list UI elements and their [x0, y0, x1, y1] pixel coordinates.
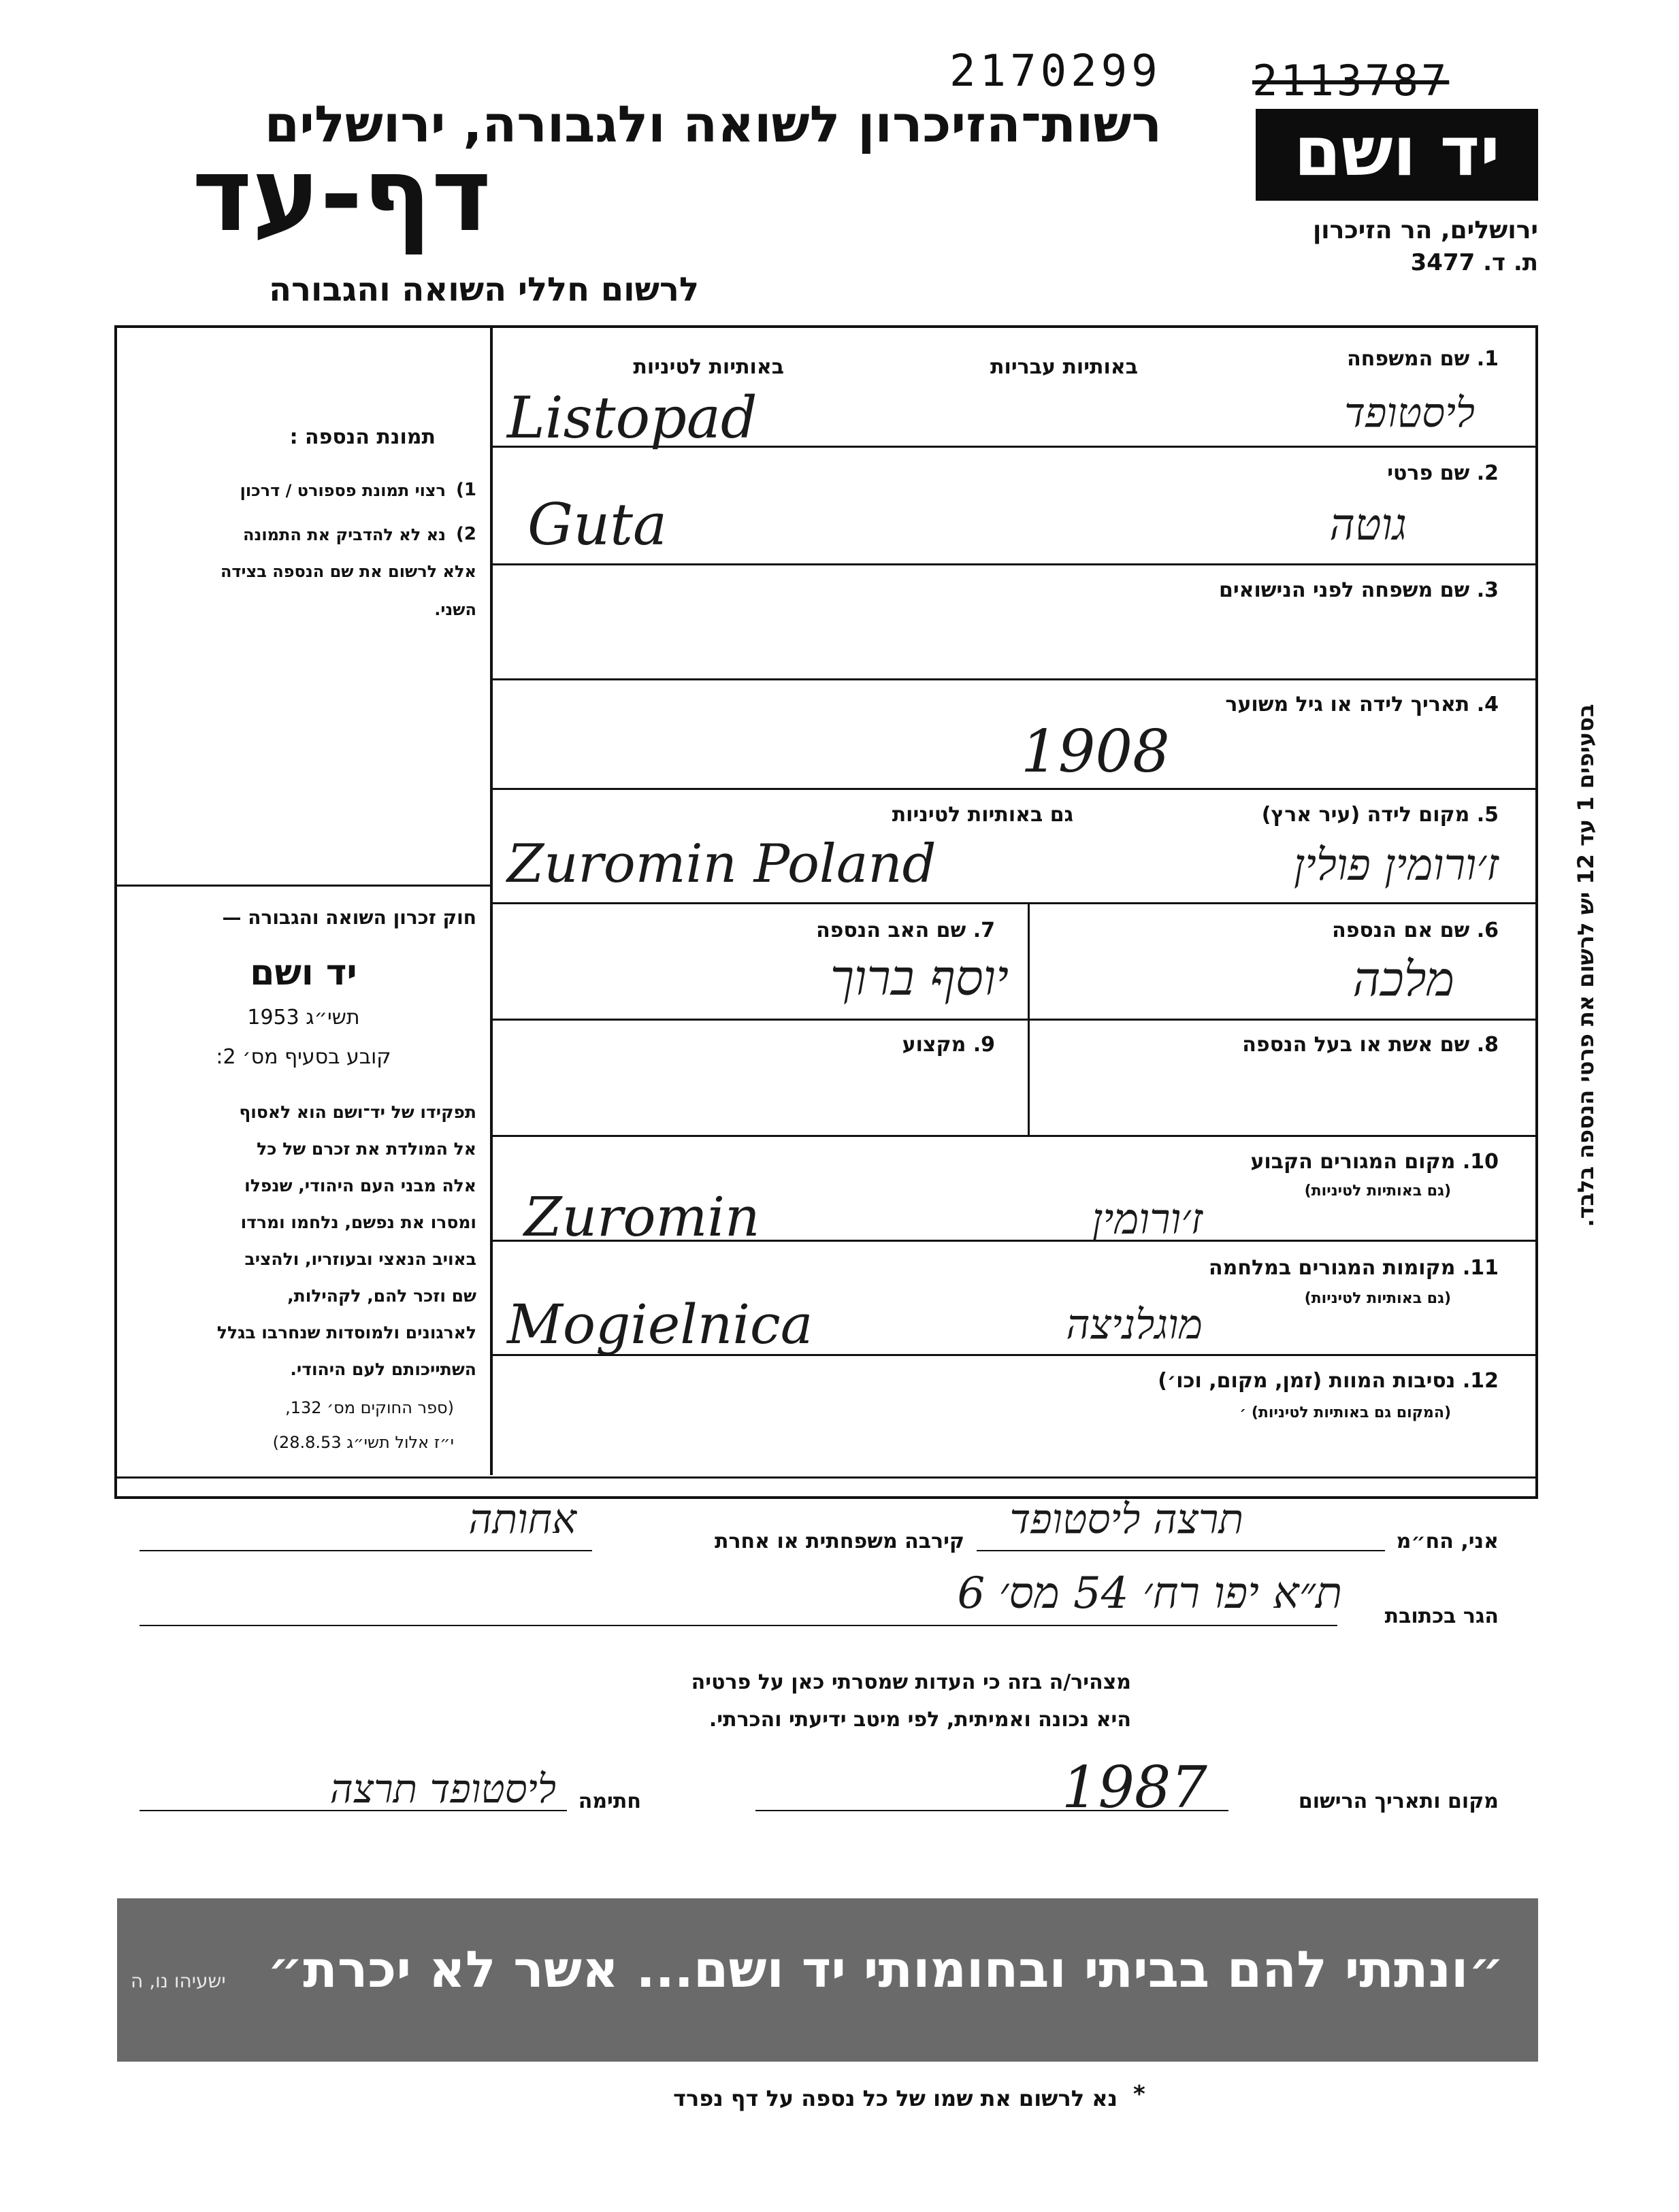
field-1-label: 1. שם המשפחה: [1347, 347, 1499, 371]
first-name-hebrew: גוטה: [1329, 500, 1407, 550]
field-11-label: 11. מקומות המגורים במלחמה: [1209, 1256, 1499, 1280]
place-date-label: מקום ותאריך הרישום: [1298, 1789, 1499, 1813]
field-12-label: 12. נסיבות המוות (זמן, מקום, וכו׳): [1158, 1369, 1499, 1393]
declarant-address: ת״א יפו רח׳ 54 מס׳ 6: [957, 1568, 1342, 1619]
photo-note-2b: אלא לרשום את שם הנספה בצידה: [220, 562, 476, 581]
field-6-label: 6. שם אם הנספה: [1332, 919, 1499, 942]
photo-note-1: רצוי תמונת פספורט / דרכון: [240, 481, 446, 500]
law-text-4: ומסרו את נפשם, נלחמו ומרדו: [240, 1212, 476, 1232]
field-2-label: 2. שם פרטי: [1387, 461, 1499, 485]
father-name: יוסף ברוך: [830, 949, 1009, 1006]
footer-note: נא לרשום את שמו של כל נספה על דף נפרד: [673, 2085, 1118, 2111]
form-subtitle: לרשום חללי השואה והגבורה: [269, 271, 699, 309]
field-7-label: 7. שם האב הנספה: [816, 919, 995, 942]
field-9-label: 9. מקצוע: [902, 1033, 995, 1057]
law-text-6: שם וזכר להם, לקהילות,: [287, 1286, 476, 1306]
field-10-sub: (גם באותיות לטיניות): [1304, 1183, 1451, 1200]
first-name-latin: Guta: [527, 491, 668, 558]
declarant-label: אני, הח״מ: [1396, 1530, 1499, 1553]
law-name: יד ושם: [250, 953, 357, 993]
field-10-label: 10. מקום המגורים הקבוע: [1250, 1150, 1499, 1174]
po-box: ת. ד. 3477: [1410, 249, 1538, 276]
photo-note-2c: השני.: [434, 600, 476, 619]
residence-latin: Zuromin: [524, 1185, 760, 1249]
photo-note-1-number: 1): [456, 480, 476, 500]
photo-note-2a: נא לא להדביק את התמונה: [243, 525, 446, 544]
authority-title: רשות־הזיכרון לשואה ולגבורה, ירושלים: [264, 95, 1162, 154]
logo-text: יד ושם: [1294, 112, 1500, 191]
mother-name: מלכה: [1352, 951, 1454, 1007]
statement-line-2: היא נכונה ואמיתית, לפי מיטב ידיעתי והכרתי.: [708, 1708, 1131, 1732]
side-note: בסעיפים 1 עד 12 יש לרשום את פרטי הנספה בלבד.: [1573, 704, 1599, 1227]
registration-date: 1987: [1062, 1754, 1207, 1821]
law-title: חוק זכרון השואה והגבורה —: [222, 906, 476, 929]
field-12-sub: (המקום גם באותיות לטיניות) ׳: [1239, 1404, 1451, 1421]
yad-vashem-logo: [1256, 109, 1538, 201]
latin-letters-header: באותיות לטיניות: [633, 355, 784, 379]
birthplace-latin: Zuromin Poland: [507, 833, 936, 895]
footer-star: *: [1133, 2081, 1145, 2108]
wartime-residence-hebrew: מוגלניצה: [1066, 1301, 1203, 1349]
birth-year: 1908: [1021, 718, 1170, 786]
field-8-label: 8. שם אשת או בעל הנספה: [1242, 1033, 1499, 1057]
law-text-1: תפקידו של יד־ושם הוא לאסוף: [239, 1102, 476, 1122]
law-text-8: השתייכותם לעם היהודי.: [290, 1359, 476, 1379]
law-reference-2: י״ז אלול תשי״ג 28.8.53): [272, 1433, 454, 1452]
hebrew-letters-header: באותיות עבריות: [990, 355, 1138, 379]
surname-latin: Listopad: [507, 384, 757, 451]
residence-hebrew: ז׳ורומין: [1092, 1194, 1203, 1244]
birthplace-hebrew: ז׳ורומין פולין: [1293, 840, 1499, 891]
law-year: תשי״ג 1953: [247, 1006, 360, 1029]
address-label: הגר בכתובת: [1384, 1604, 1499, 1628]
banner-quote: ״ונתתי להם בביתי ובחומותי יד ושם... אשר לא יכרת״: [267, 1941, 1504, 1999]
law-reference-1: (ספר החוקים מס׳ 132,: [285, 1398, 454, 1417]
signature-label: חתימה: [578, 1789, 641, 1813]
quote-banner: [117, 1898, 1538, 2062]
struck-record-number: 2113787: [1252, 56, 1450, 105]
photo-note-2-number: 2): [456, 524, 476, 544]
address-line-1: ירושלים, הר הזיכרון: [1312, 216, 1538, 244]
photo-box-title: תמונת הנספה :: [289, 425, 436, 449]
statement-line-1: מצהיר/ה בזה כי העדות שמסרתי כאן על פרטיה: [691, 1670, 1131, 1694]
field-5-label: 5. מקום לידה (עיר ארץ): [1261, 803, 1499, 827]
field-4-label: 4. תאריך לידה או גיל משוער: [1225, 693, 1499, 716]
field-11-sub: (גם באותיות לטיניות): [1304, 1290, 1451, 1307]
signature: ליסטופד תרצה: [329, 1766, 556, 1812]
relation-label: קירבה משפחתית או אחרת: [715, 1530, 964, 1553]
surname-hebrew: ליסטופד: [1344, 389, 1475, 437]
law-text-3: אלה מבני העם היהודי, שנפלו: [244, 1176, 476, 1195]
field-3-label: 3. שם משפחה לפני הנישואים: [1218, 578, 1499, 602]
relation-value: אחותה: [468, 1496, 576, 1543]
law-text-7: לארגונים ולמוסדות שנחרבו בגלל: [216, 1323, 476, 1342]
law-text-5: באויב הנאצי ובעוזריו, ולהציב: [244, 1249, 476, 1269]
record-number: 2170299: [949, 46, 1162, 97]
banner-source: ישעיהו נו, ה: [131, 1970, 226, 1992]
law-text-2: אל המולדת את זכרם של כל: [257, 1139, 476, 1159]
field-5-latin-note: גם באותיות לטיניות: [892, 803, 1073, 827]
wartime-residence-latin: Mogielnica: [507, 1293, 813, 1356]
law-section: קובע בסעיף מס׳ 2:: [216, 1045, 391, 1069]
form-title: דף-עד: [192, 136, 491, 254]
declarant-name: תרצה ליסטופד: [1009, 1496, 1243, 1543]
